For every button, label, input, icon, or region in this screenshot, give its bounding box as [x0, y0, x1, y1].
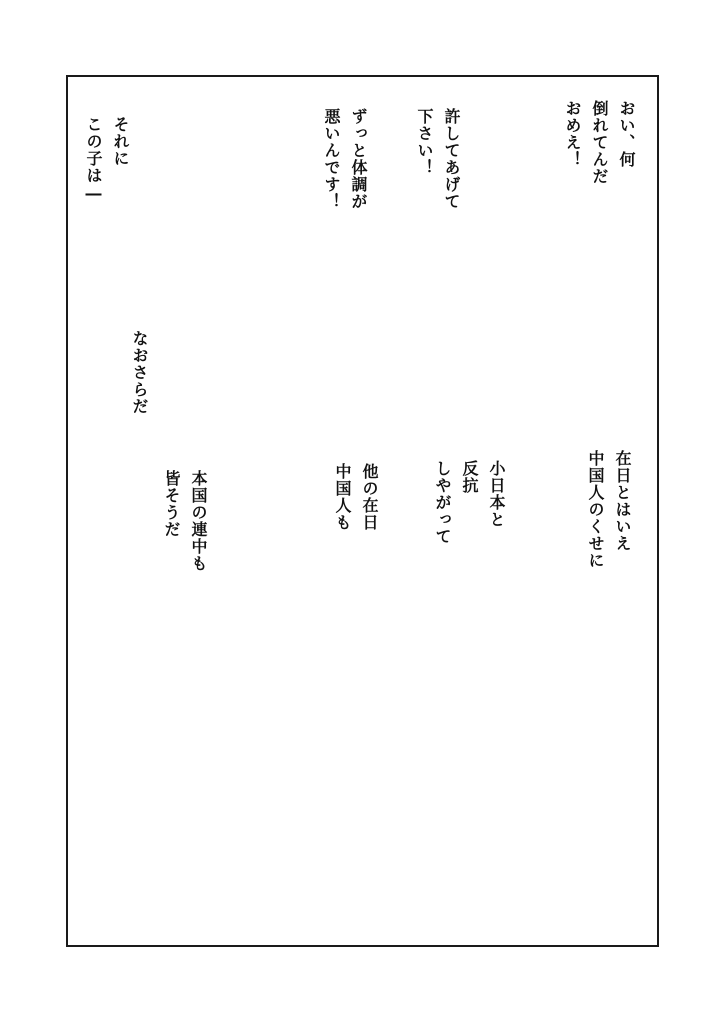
speech-line: 許してあげて: [442, 108, 461, 210]
speech-line: おめえ！: [563, 100, 582, 168]
speech-line: 他の在日: [360, 463, 379, 531]
speech-bubble-4: [84, 116, 129, 204]
speech-line: 倒れてんだ: [590, 100, 609, 185]
speech-line: ずっと体調が: [349, 108, 368, 210]
speech-line: 下さい！: [415, 108, 434, 176]
speech-line: 皆そうだ: [162, 470, 181, 538]
speech-line: 中国人も: [333, 463, 352, 531]
speech-bubble-3: [322, 108, 367, 210]
speech-line: それに: [111, 116, 130, 167]
speech-bubble-2: [415, 108, 460, 210]
speech-line: 反抗: [460, 460, 479, 494]
speech-bubble-7: [433, 460, 505, 545]
speech-bubble-1: [563, 100, 635, 185]
speech-bubble-5: [130, 330, 148, 415]
speech-line: この子は―: [84, 116, 103, 204]
speech-line: 中国人のくせに: [586, 450, 605, 569]
speech-line: 悪いんです！: [322, 108, 341, 210]
speech-bubble-6: [586, 450, 631, 569]
speech-bubble-8: [333, 463, 378, 531]
speech-line: 本国の連中も: [189, 470, 208, 572]
speech-line: しやがって: [433, 460, 452, 545]
speech-line: 在日とはいえ: [613, 450, 632, 552]
speech-line: おい、何: [617, 100, 636, 168]
speech-line: 小日本と: [487, 460, 506, 528]
speech-line: なおさらだ: [130, 330, 149, 415]
speech-bubble-9: [162, 470, 207, 572]
